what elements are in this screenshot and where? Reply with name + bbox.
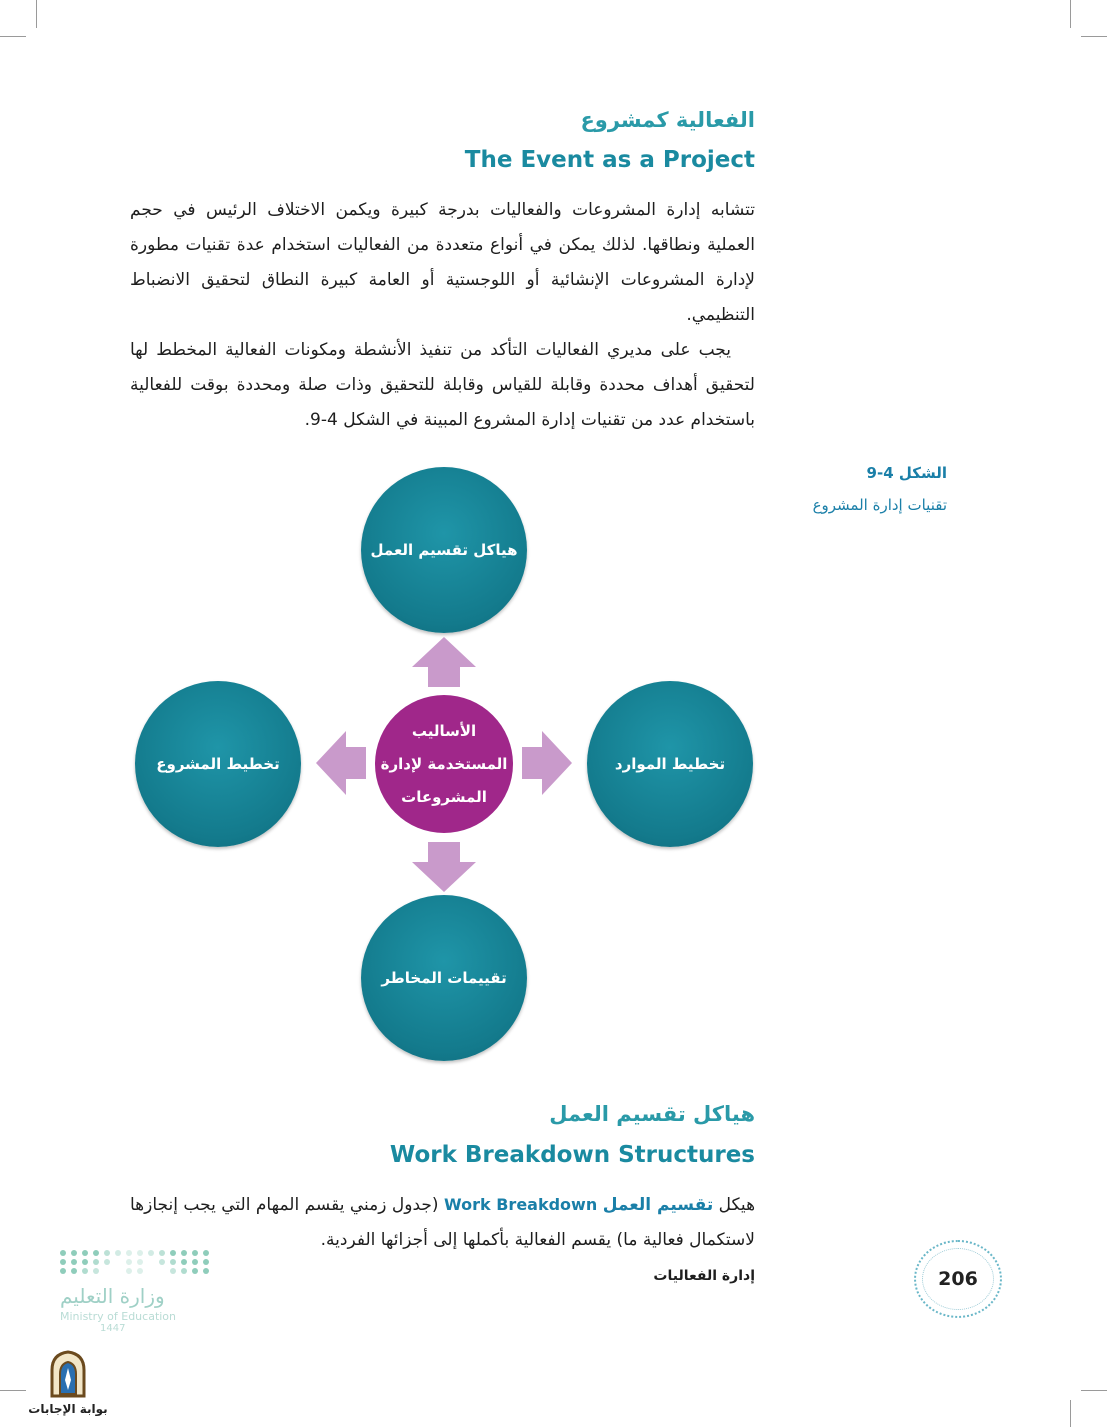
arrow-down-icon bbox=[412, 842, 476, 892]
body-text bbox=[130, 1187, 755, 1258]
page-number-text: 206 bbox=[938, 1268, 978, 1290]
crop-mark bbox=[0, 36, 26, 37]
figure-number: الشكل 4-9 bbox=[866, 464, 947, 482]
paragraph: تتشابه إدارة المشروعات والفعاليات بدرجة كبيرة ويكمن الاختلاف الرئيس في حجم العملية ونطاقها. لذلك يمكن في أنواع متعددة من الفعاليات استخدام عدة تقنيات مطورة لإدارة المشروعات الإنشائية أو اللوجستية أو العامة كبيرة النطاق لتحقيق الانضباط التنظيمي. bbox=[130, 200, 755, 325]
figure-label bbox=[813, 464, 947, 514]
circle-label: تخطيط الموارد bbox=[614, 755, 726, 773]
section-title-ar: هياكل تقسيم العمل bbox=[549, 1102, 755, 1126]
term-ar: تقسيم العمل bbox=[602, 1195, 714, 1215]
logo-dots-icon bbox=[60, 1250, 210, 1274]
body-text bbox=[130, 193, 755, 438]
crop-mark bbox=[0, 1390, 26, 1391]
ministry-year: 1447 bbox=[100, 1323, 126, 1334]
paragraph: يجب على مديري الفعاليات التأكد من تنفيذ الأنشطة ومكونات الفعالية المخطط لها لتحقيق أهداف محددة وقابلة للقياس وقابلة للتحقيق وذات صلة ومحددة بوقت للفعالية باستخدام عدد من تقنيات إدارة المشروع المبينة في الشكل 4-9. bbox=[130, 340, 755, 430]
text-lead: هيكل bbox=[718, 1195, 756, 1215]
circle-label: تخطيط المشروع bbox=[156, 755, 280, 773]
section-title-en: Work Breakdown Structures bbox=[389, 1142, 755, 1168]
section-title-en: The Event as a Project bbox=[464, 147, 755, 173]
mosque-icon bbox=[46, 1350, 90, 1398]
ministry-name-en: Ministry of Education bbox=[60, 1310, 177, 1323]
circle-risk-assessments bbox=[361, 895, 527, 1061]
center-circle bbox=[375, 695, 513, 833]
crop-mark bbox=[1081, 36, 1107, 37]
book-title: إدارة الفعاليات bbox=[653, 1268, 755, 1284]
text-rest: (جدول زمني يقسم المهام التي يجب إنجازها لاستكمال فعالية ما) يقسم الفعالية بأكملها إلى أجزائها الفردية. bbox=[130, 1195, 755, 1250]
crop-mark bbox=[1070, 0, 1071, 28]
crop-mark bbox=[36, 0, 37, 28]
center-line: المستخدمة لإدارة bbox=[380, 754, 508, 773]
portal-name: بوابة الإجابات bbox=[28, 1402, 108, 1416]
circle-label: تقييمات المخاطر bbox=[381, 969, 507, 987]
crop-mark bbox=[1081, 1390, 1107, 1391]
ministry-name-ar: وزارة التعليم bbox=[60, 1284, 165, 1308]
arrow-up-icon bbox=[412, 637, 476, 687]
circle-label: هياكل تقسيم العمل bbox=[370, 541, 518, 559]
page-number bbox=[914, 1240, 1002, 1318]
circle-resource-planning bbox=[587, 681, 753, 847]
center-line: الأساليب bbox=[411, 721, 477, 740]
circle-work-breakdown bbox=[361, 467, 527, 633]
figure-caption: تقنيات إدارة المشروع bbox=[812, 496, 947, 514]
arrow-right-icon bbox=[522, 731, 572, 795]
arrow-left-icon bbox=[316, 731, 366, 795]
crop-mark bbox=[1070, 1400, 1071, 1427]
section-title-ar: الفعالية كمشروع bbox=[580, 108, 755, 132]
ministry-logo bbox=[60, 1250, 210, 1334]
answers-portal-logo bbox=[28, 1350, 108, 1416]
center-line: المشروعات bbox=[401, 787, 487, 806]
circle-project-planning bbox=[135, 681, 301, 847]
term-en: Work Breakdown bbox=[444, 1195, 598, 1214]
